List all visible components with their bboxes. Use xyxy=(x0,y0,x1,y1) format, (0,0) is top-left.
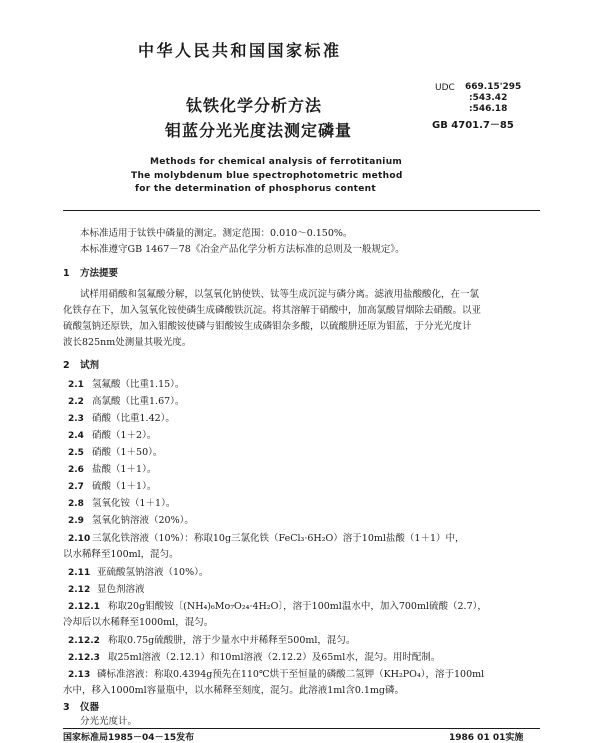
reagent-number: 2.5 xyxy=(68,448,84,458)
reagent-2-12-2-number: 2.12.2 xyxy=(68,636,100,646)
reagent-2-10-text-line1: 三氯化铁溶液（10%）：称取10g三氯化铁（FeCl₃·6H₂O）溶于10ml盐酸（1＋1）中， xyxy=(92,533,465,544)
reagent-text: 硫酸（1＋1）。 xyxy=(92,481,157,492)
reagent-number: 2.8 xyxy=(68,499,84,509)
reagent-text: 盐酸（1＋1）。 xyxy=(92,464,157,475)
reagent-2-11-number: 2.11 xyxy=(68,568,91,578)
title-cn-line1: 钛铁化学分析方法 xyxy=(186,96,323,115)
section-1-number: 1 xyxy=(63,268,70,279)
section-3-text: 分光光度计。 xyxy=(80,716,138,727)
reagent-text: 氢氧化钠溶液（20%）。 xyxy=(92,515,194,526)
issue-date: 国家标准局1985－04－15发布 xyxy=(63,733,195,743)
reagent-number: 2.7 xyxy=(68,482,84,492)
section-1-text-line1: 试样用硝酸和氢氟酸分解，以氢氧化钠使铁、钛等生成沉淀与磷分离。滤液用盐酸酸化，在一氯 xyxy=(80,289,480,300)
udc-label: UDC xyxy=(435,83,455,93)
reagent-2-12-number: 2.12 xyxy=(68,585,91,595)
reagent-number: 2.9 xyxy=(68,516,84,526)
section-1-title: 方法提要 xyxy=(80,268,119,279)
reagent-2-13-text-line1: 磷标准溶液：称取0.4394g预先在110℃烘干至恒量的磷酸二氢钾（KH₂PO₄），溶于100ml xyxy=(97,669,485,680)
section-3-number: 3 xyxy=(63,702,70,713)
effective-date: 1986 01 01实施 xyxy=(449,733,524,743)
reagent-2-12-3-number: 2.12.3 xyxy=(68,653,100,663)
national-standard-heading: 中华人民共和国国家标准 xyxy=(138,41,342,60)
section-1-text-line2: 化铁存在下，加入氢氧化铵使磷生成磷酸铁沉淀。将其溶解于硝酸中，加高氯酸冒烟除去硝酸。以亚 xyxy=(63,305,482,316)
section-1-text-line3: 硫酸氢钠还原铁，加入钼酸铵使磷与钼酸铵生成磷钼杂多酸，以硫酸肼还原为钼蓝，于分光光度计 xyxy=(63,321,472,332)
reagent-2-12-text: 显色剂溶液 xyxy=(97,584,145,595)
reagent-2-12-1-text-line1: 称取20g钼酸铵〔(NH₄)₆Mo₇O₂₄·4H₂O〕，溶于100ml温水中，加入700ml硫酸（2.7）， xyxy=(108,601,487,612)
intro-scope: 本标准适用于钛铁中磷量的测定。测定范围：0.010～0.150%。 xyxy=(80,228,353,239)
gb-code: GB 4701.7－85 xyxy=(432,120,514,131)
reagent-text: 氢氟酸（比重1.15）。 xyxy=(92,379,185,390)
reagent-number: 2.4 xyxy=(68,431,84,441)
reagent-number: 2.1 xyxy=(68,380,84,390)
reagent-number: 2.6 xyxy=(68,465,84,475)
title-en-line1: Methods for chemical analysis of ferrotitanium xyxy=(150,157,403,167)
reagent-text: 高氯酸（比重1.67）。 xyxy=(92,396,185,407)
section-1-text-line4: 波长825nm处测量其吸光度。 xyxy=(63,337,192,348)
reagent-text: 硝酸（比重1.42）。 xyxy=(92,413,175,424)
top-rule xyxy=(63,210,540,211)
reagent-2-12-2-text: 称取0.75g硫酸肼，溶于少量水中并稀释至500ml，混匀。 xyxy=(108,635,356,646)
reagent-2-10-text-line2: 以水稀释至100ml，混匀。 xyxy=(63,549,179,560)
reagent-text: 氢氧化铵（1＋1）。 xyxy=(92,498,176,509)
reagent-2-13-number: 2.13 xyxy=(68,670,91,680)
bottom-rule xyxy=(63,728,540,729)
reagent-2-13-text-line2: 水中，移入1000ml容量瓶中，以水稀释至刻度，混匀。此溶液1ml含0.1mg磷。 xyxy=(63,685,405,696)
reagent-2-10-number: 2.10 xyxy=(68,534,91,544)
title-en-line3: for the determination of phosphorus content xyxy=(135,184,376,194)
udc-code-line2: :543.42 xyxy=(469,93,508,103)
reagent-2-12-1-text-line2: 冷却后以水稀释至1000ml，混匀。 xyxy=(63,617,214,628)
reagent-2-12-3-text: 取25ml溶液（2.12.1）和10ml溶液（2.12.2）及65ml水，混匀。用时配制。 xyxy=(108,652,441,663)
reagent-text: 硝酸（1＋50）。 xyxy=(92,447,163,458)
reagent-text: 硝酸（1＋2）。 xyxy=(92,430,157,441)
reagent-2-12-1-number: 2.12.1 xyxy=(68,602,100,612)
reagent-2-11-text: 亚硫酸氢钠溶液（10%）。 xyxy=(97,567,209,578)
section-2-title: 试剂 xyxy=(80,360,100,371)
udc-code-line3: :546.18 xyxy=(469,104,508,114)
reagent-number: 2.2 xyxy=(68,397,84,407)
reagent-number: 2.3 xyxy=(68,414,84,424)
udc-code-line1: 669.15'295 xyxy=(465,82,522,92)
intro-compliance: 本标准遵守GB 1467－78《冶金产品化学分析方法标准的总则及一般规定》。 xyxy=(80,244,405,255)
title-en-line2: The molybdenum blue spectrophotometric method xyxy=(131,171,403,181)
section-3-title: 仪器 xyxy=(80,702,100,713)
title-cn-line2: 钼蓝分光光度法测定磷量 xyxy=(165,121,353,140)
section-2-number: 2 xyxy=(63,360,70,371)
